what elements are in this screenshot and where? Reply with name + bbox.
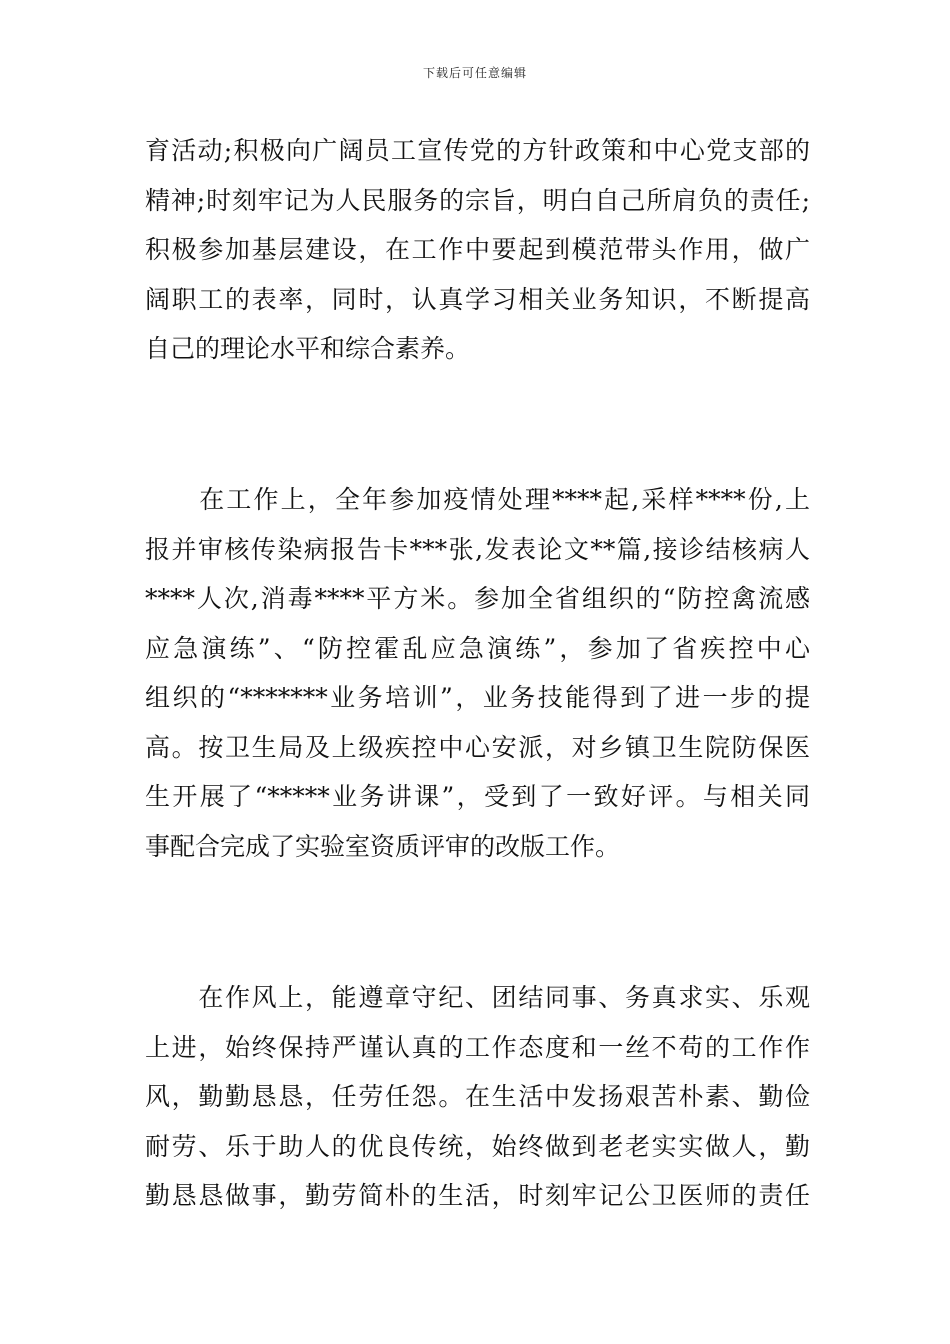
text-line: 生开展了“*****业务讲课”，受到了一致好评。与相关同 (145, 782, 810, 811)
page-header: 下载后可任意编辑 (422, 66, 527, 80)
text-line: 阔职工的表率，同时，认真学习相关业务知识，不断提高 (145, 284, 810, 314)
text-line: 上进，始终保持严谨认真的工作态度和一丝不苟的工作作 (145, 1032, 810, 1062)
text-line: 耐劳、乐于助人的优良传统，始终做到老老实实做人，勤 (145, 1131, 810, 1161)
text-line: 高。按卫生局及上级疾控中心安派，对乡镇卫生院防保医 (145, 732, 810, 762)
text-line: 应急演练”、“防控霍乱应急演练”，参加了省疾控中心 (145, 633, 810, 663)
text-line: 精神;时刻牢记为人民服务的宗旨，明白自己所肩负的责任; (145, 185, 810, 215)
text-line: 勤恳恳做事，勤劳简朴的生活，时刻牢记公卫医师的责任 (145, 1181, 810, 1210)
text-line: 组织的“*******业务培训”，业务技能得到了进一步的提 (145, 683, 810, 712)
text-line: 在工作上，全年参加疫情处理****起,采样****份,上 (145, 485, 810, 514)
paragraph-2 (145, 475, 810, 871)
text-line: 报并审核传染病报告卡***张,发表论文**篇,接诊结核病人 (145, 534, 810, 564)
text-line: 育活动;积极向广阔员工宣传党的方针政策和中心党支部的 (145, 136, 810, 165)
text-line: ****人次,消毒****平方米。参加全省组织的“防控禽流感 (145, 584, 810, 613)
text-line: 风，勤勤恳恳，任劳任怨。在生活中发扬艰苦朴素、勤俭 (145, 1082, 810, 1111)
text-line: 事配合完成了实验室资质评审的改版工作。 (145, 831, 621, 861)
paragraph-3 (145, 973, 810, 1221)
text-line: 在作风上，能遵章守纪、团结同事、务真求实、乐观 (145, 983, 810, 1012)
paragraph-1 (145, 126, 810, 374)
text-line: 自己的理论水平和综合素养。 (145, 334, 471, 363)
text-line: 积极参加基层建设，在工作中要起到模范带头作用，做广 (145, 235, 810, 264)
